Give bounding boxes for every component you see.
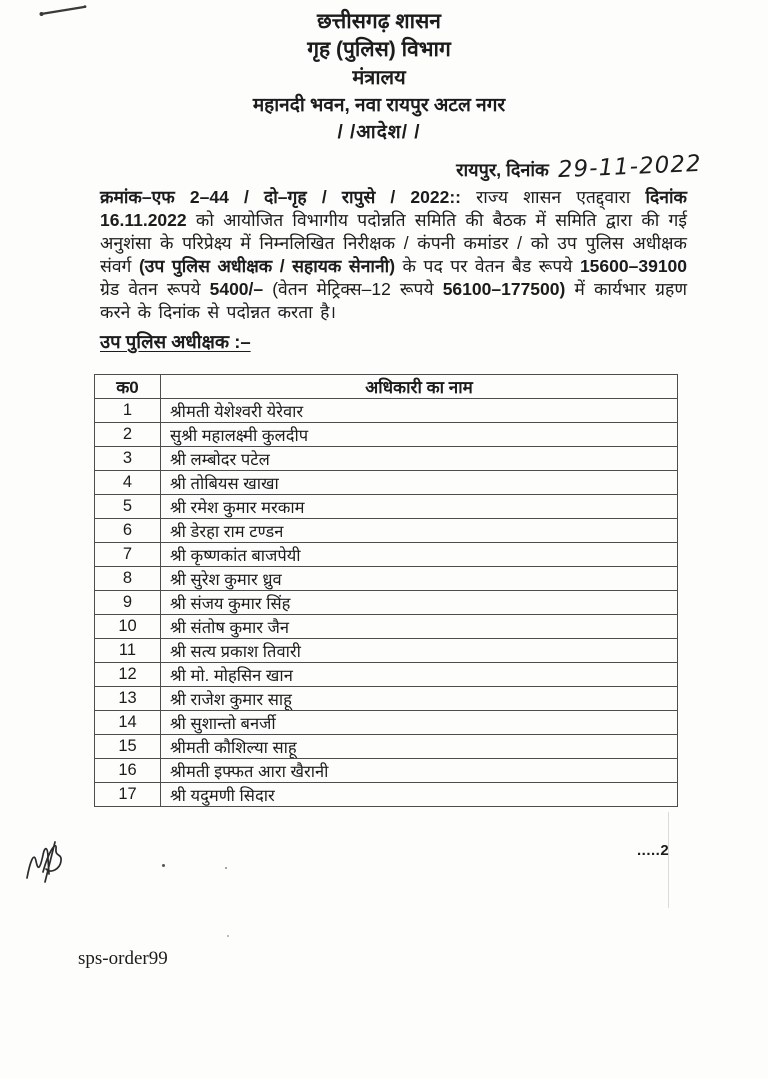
table-row bbox=[95, 687, 678, 711]
serial-cell: 2 bbox=[95, 423, 161, 447]
table-row bbox=[95, 735, 678, 759]
officers-table bbox=[94, 374, 678, 807]
table-row bbox=[95, 519, 678, 543]
officer-name-cell: श्री सुशान्तो बनर्जी bbox=[161, 711, 678, 735]
officer-name-cell: श्री सत्य प्रकाश तिवारी bbox=[161, 639, 678, 663]
table-row bbox=[95, 447, 678, 471]
department-name: गृह (पुलिस) विभाग bbox=[307, 38, 451, 61]
signature-initials bbox=[24, 836, 80, 886]
officer-name-cell: श्री कृष्णकांत बाजपेयी bbox=[161, 543, 678, 567]
table-row bbox=[95, 663, 678, 687]
officer-name-cell: श्री तोबियस खाखा bbox=[161, 471, 678, 495]
handwritten-date: 29-11-2022 bbox=[557, 150, 703, 184]
paragraph-bold-segment: क्रमांक–एफ 2–44 / दो–गृह / रापुसे / 2022:: bbox=[100, 187, 462, 207]
document-code: sps-order99 bbox=[78, 948, 168, 969]
page-continuation-ref: .....2 bbox=[637, 842, 670, 859]
table-row bbox=[95, 783, 678, 807]
address-line: महानदी भवन, नवा रायपुर अटल नगर bbox=[252, 95, 506, 116]
government-name: छत्तीसगढ़ शासन bbox=[317, 10, 441, 33]
speck-artifact bbox=[227, 935, 229, 937]
paragraph-bold-segment: 15600–39100 bbox=[579, 256, 688, 276]
officer-name-cell: श्री संतोष कुमार जैन bbox=[161, 615, 678, 639]
serial-cell: 17 bbox=[95, 783, 161, 807]
officer-name-cell: श्री यदुमणी सिदार bbox=[161, 783, 678, 807]
serial-cell: 11 bbox=[95, 639, 161, 663]
table-row bbox=[95, 543, 678, 567]
table-row bbox=[95, 759, 678, 783]
table-row bbox=[95, 567, 678, 591]
serial-cell: 7 bbox=[95, 543, 161, 567]
ministry-line: मंत्रालय bbox=[352, 67, 406, 89]
table-row bbox=[95, 495, 678, 519]
place-date-label: रायपुर, दिनांक bbox=[456, 160, 549, 180]
officer-name-cell: श्री राजेश कुमार साहू bbox=[161, 687, 678, 711]
serial-cell: 3 bbox=[95, 447, 161, 471]
officer-name-cell: श्री मो. मोहसिन खान bbox=[161, 663, 678, 687]
speck-artifact bbox=[225, 867, 227, 869]
dateline bbox=[456, 150, 703, 184]
serial-column-header: क0 bbox=[95, 375, 161, 399]
officer-name-cell: श्रीमती इफ्फत आरा खैरानी bbox=[161, 759, 678, 783]
officer-name-cell: श्री लम्बोदर पटेल bbox=[161, 447, 678, 471]
order-title: / /आदेश/ / bbox=[337, 122, 421, 143]
serial-cell: 5 bbox=[95, 495, 161, 519]
paragraph-segment: राज्य शासन एतद्द्वारा bbox=[461, 187, 646, 207]
serial-cell: 15 bbox=[95, 735, 161, 759]
name-column-header: अधिकारी का नाम bbox=[161, 375, 678, 399]
paragraph-segment: (वेतन मेट्रिक्स–12 रूपये bbox=[263, 279, 443, 299]
table-row bbox=[95, 591, 678, 615]
scan-fold-artifact bbox=[668, 812, 669, 908]
order-paragraph bbox=[100, 186, 687, 324]
serial-cell: 10 bbox=[95, 615, 161, 639]
table-row bbox=[95, 399, 678, 423]
officer-name-cell: श्री संजय कुमार सिंह bbox=[161, 591, 678, 615]
serial-cell: 6 bbox=[95, 519, 161, 543]
table-row bbox=[95, 423, 678, 447]
paragraph-bold-segment: दिनांक 16.11.2022 bbox=[100, 187, 687, 230]
officer-name-cell: श्री सुरेश कुमार ध्रुव bbox=[161, 567, 678, 591]
paragraph-bold-segment: 56100–177500) bbox=[442, 279, 566, 299]
paragraph-segment: को आयोजित विभागीय पदोन्नति समिति की बैठक में समिति द्वारा की गई अनुशंसा के परिप्रेक्ष्य में निम्नलिखित निरीक्षक / कंपनी कमांडर / को उप पुलिस अधीक्षक संवर्ग bbox=[100, 210, 687, 276]
table-row bbox=[95, 615, 678, 639]
serial-cell: 9 bbox=[95, 591, 161, 615]
speck-artifact bbox=[162, 864, 165, 867]
officer-name-cell: श्रीमती कौशिल्या साहू bbox=[161, 735, 678, 759]
table-row bbox=[95, 471, 678, 495]
section-heading: उप पुलिस अधीक्षक :– bbox=[100, 331, 251, 352]
paragraph-segment: में कार्यभार ग्रहण करने के दिनांक से पदोन्नत करता है। bbox=[100, 279, 687, 322]
serial-cell: 13 bbox=[95, 687, 161, 711]
paragraph-segment: के पद पर वेतन बैड रूपये bbox=[395, 256, 580, 276]
letterhead bbox=[0, 8, 758, 145]
table-row bbox=[95, 711, 678, 735]
paragraph-bold-segment: (उप पुलिस अधीक्षक / सहायक सेनानी) bbox=[138, 256, 396, 276]
officer-name-cell: श्री डेरहा राम टण्डन bbox=[161, 519, 678, 543]
serial-cell: 16 bbox=[95, 759, 161, 783]
table-header-row bbox=[95, 375, 678, 399]
paragraph-bold-segment: 5400/– bbox=[209, 279, 264, 299]
officer-name-cell: श्री रमेश कुमार मरकाम bbox=[161, 495, 678, 519]
table-row bbox=[95, 639, 678, 663]
serial-cell: 1 bbox=[95, 399, 161, 423]
serial-cell: 12 bbox=[95, 663, 161, 687]
serial-cell: 8 bbox=[95, 567, 161, 591]
officer-name-cell: श्रीमती येशेश्वरी येरेवार bbox=[161, 399, 678, 423]
paragraph-segment: ग्रेड वेतन रूपये bbox=[100, 279, 210, 299]
officer-name-cell: सुश्री महालक्ष्मी कुलदीप bbox=[161, 423, 678, 447]
serial-cell: 4 bbox=[95, 471, 161, 495]
serial-cell: 14 bbox=[95, 711, 161, 735]
